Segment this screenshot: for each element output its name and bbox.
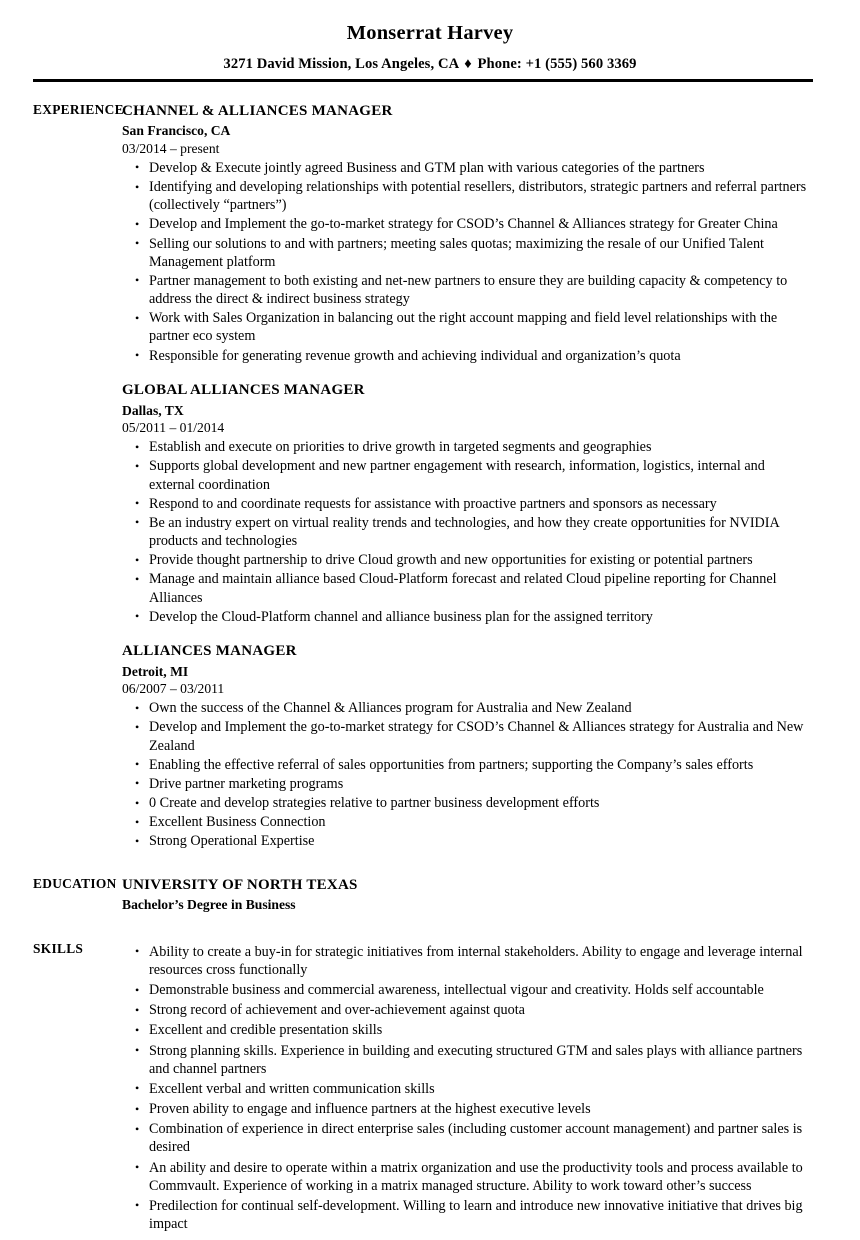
skill-bullet: • An ability and desire to operate within a matrix organization and use the productivity tools and process available to Commvault. Experience of working in a matrix managed structure. Ability to work toward other’s success [122,1159,813,1195]
job-title: CHANNEL & ALLIANCES MANAGER [122,102,393,119]
job-bullet-list [122,159,813,365]
skill-bullet: • Excellent and credible presentation skills [122,1021,813,1039]
job-bullet: • Partner management to both existing and net-new partners to ensure they are building capacity & competency to address the direct & indirect business strategy [122,272,813,308]
section-label-education: EDUCATION [33,875,117,891]
experience-entries [122,102,860,851]
skill-bullet: • Excellent verbal and written communication skills [122,1080,813,1098]
job-bullet: • Establish and execute on priorities to drive growth in targeted segments and geographies [122,438,813,456]
job-bullet: • Develop and Implement the go-to-market strategy for CSOD’s Channel & Alliances strategy for Australia and New Zealand [122,718,813,754]
job-bullet-list [122,699,813,850]
section-education [0,876,860,914]
job-bullet: • 0 Create and develop strategies relative to partner business development efforts [122,794,813,812]
skill-bullet: • Combination of experience in direct enterprise sales (including customer account management) and partner sales is desired [122,1120,813,1156]
job-title: GLOBAL ALLIANCES MANAGER [122,381,365,398]
job-bullet: • Own the success of the Channel & Alliances program for Australia and New Zealand [122,699,813,717]
job-bullet: • Develop & Execute jointly agreed Business and GTM plan with various categories of the partners [122,159,813,177]
skill-bullet: • Demonstrable business and commercial awareness, intellectual vigour and creativity. Holds self accountable [122,981,813,999]
skill-bullet: • Proven ability to engage and influence partners at the highest executive levels [122,1100,813,1118]
diamond-separator-icon: ♦ [464,55,472,72]
education-entries [122,876,860,914]
experience-entry [122,642,813,851]
header-divider [33,79,813,82]
job-bullet: • Excellent Business Connection [122,813,813,831]
job-bullet: • Enabling the effective referral of sales opportunities from partners; supporting the Company’s sales efforts [122,756,813,774]
education-school: UNIVERSITY OF NORTH TEXAS [122,876,358,893]
skill-bullet: • Strong planning skills. Experience in building and executing structured GTM and sales plays with alliance partners and channel partners [122,1042,813,1078]
job-bullet: • Identifying and developing relationships with potential resellers, distributors, strategic partners and referral partners (collectively “partners”) [122,178,813,214]
skills-bullet-list [122,943,813,1234]
job-bullet-list [122,438,813,626]
experience-entry [122,381,813,626]
section-skills [0,941,860,1234]
job-dates: 05/2011 – 01/2014 [122,419,225,435]
contact-address: 3271 David Mission, Los Angeles, CA [223,55,459,72]
job-bullet: • Manage and maintain alliance based Cloud-Platform forecast and related Cloud pipeline reporting for Channel Alliances [122,570,813,606]
job-location: Dallas, TX [122,402,184,418]
job-bullet: • Work with Sales Organization in balancing out the right account mapping and field level relationships with the partner eco system [122,309,813,345]
resume-header [0,0,860,82]
job-bullet: • Be an industry expert on virtual reality trends and technologies, and how they create opportunities for NVIDIA products and technologies [122,514,813,550]
experience-entry [122,102,813,365]
job-dates: 06/2007 – 03/2011 [122,680,225,696]
job-location: San Francisco, CA [122,123,231,139]
section-experience [0,102,860,851]
job-bullet: • Responsible for generating revenue growth and achieving individual and organization’s quota [122,347,813,365]
skills-entries [122,941,860,1234]
job-bullet: • Provide thought partnership to drive Cloud growth and new opportunities for existing or potential partners [122,551,813,569]
contact-line [0,56,860,73]
job-title: ALLIANCES MANAGER [122,642,297,659]
contact-phone: Phone: +1 (555) 560 3369 [477,55,637,72]
job-bullet: • Strong Operational Expertise [122,832,813,850]
job-bullet: • Supports global development and new partner engagement with research, information, logistics, internal and external coordination [122,457,813,493]
job-bullet: • Respond to and coordinate requests for assistance with proactive partners and sponsors as necessary [122,495,813,513]
skill-bullet: • Ability to create a buy-in for strategic initiatives from internal stakeholders. Ability to engage and leverage internal resources cross functionally [122,943,813,979]
job-bullet: • Drive partner marketing programs [122,775,813,793]
section-label-skills: SKILLS [33,940,84,956]
job-dates: 03/2014 – present [122,140,220,156]
job-bullet: • Develop the Cloud-Platform channel and alliance business plan for the assigned territory [122,608,813,626]
section-label-experience: EXPERIENCE [33,101,124,117]
education-degree: Bachelor’s Degree in Business [122,897,296,913]
job-location: Detroit, MI [122,663,189,679]
job-bullet: • Develop and Implement the go-to-market strategy for CSOD’s Channel & Alliances strategy for Greater China [122,215,813,233]
skill-bullet: • Strong record of achievement and over-achievement against quota [122,1001,813,1019]
job-bullet: • Selling our solutions to and with partners; meeting sales quotas; maximizing the resale of our Unified Talent Management platform [122,235,813,271]
skill-bullet: • Predilection for continual self-development. Willing to learn and introduce new innovative initiative that drives big impact [122,1197,813,1233]
candidate-name: Monserrat Harvey [346,22,514,44]
